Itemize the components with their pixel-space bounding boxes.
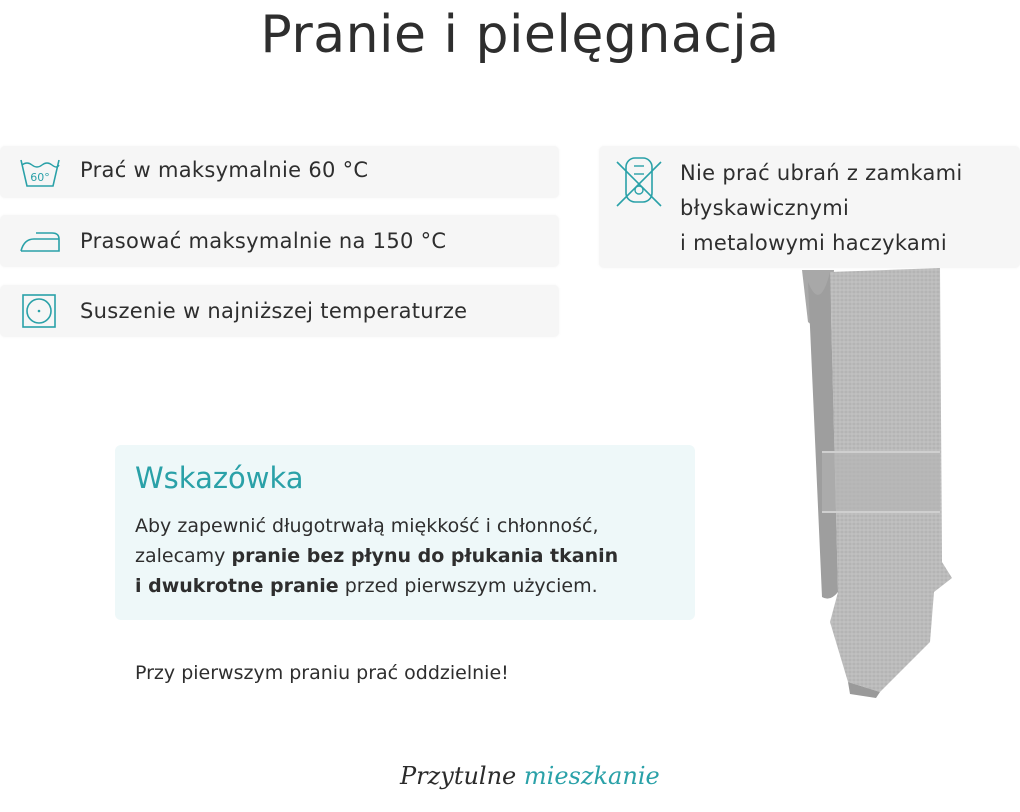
no-zipper-icon [613, 154, 665, 214]
care-card-wash [0, 146, 559, 198]
warning-line-1: Nie prać ubrań z zamkami [680, 161, 963, 185]
care-card-iron [0, 215, 559, 267]
warning-card [599, 146, 1020, 268]
iron-icon [18, 227, 62, 261]
tip-line-2 [135, 541, 695, 571]
logo-part-2: mieszkanie [523, 762, 660, 790]
warning-line-2: błyskawicznymi [680, 196, 850, 220]
towel-image [790, 262, 970, 702]
page-title: Pranie i pielęgnacja [260, 5, 780, 65]
tip-body [135, 511, 695, 601]
logo-part-1: Przytulne [400, 762, 517, 790]
wash-temp-badge: 60° [30, 171, 50, 184]
tip-line-3-bold: i dwukrotne pranie [135, 575, 339, 597]
tumble-dry-low-icon [20, 293, 58, 333]
brand-logo [400, 762, 660, 790]
tip-box [115, 445, 695, 620]
separate-wash-note: Przy pierwszym praniu prać oddzielnie! [135, 662, 509, 684]
tip-line-3-text: przed pierwszym użyciem. [338, 575, 598, 597]
warning-line-3: i metalowymi haczykami [680, 231, 947, 255]
tip-line-2-bold: pranie bez płynu do płukania tkanin [231, 545, 619, 567]
care-label-iron: Prasować maksymalnie na 150 °C [80, 229, 447, 253]
care-label-dry: Suszenie w najniższej temperaturze [80, 299, 468, 323]
care-label-wash: Prać w maksymalnie 60 °C [80, 158, 369, 182]
tip-line-1: Aby zapewnić długotrwałą miękkość i chłonność, [135, 515, 599, 537]
tip-line-2-text: zalecamy [135, 545, 232, 567]
tip-line-3 [135, 571, 695, 601]
tip-heading: Wskazówka [135, 461, 304, 495]
care-card-dry [0, 285, 559, 337]
wash-60-icon [18, 156, 62, 194]
